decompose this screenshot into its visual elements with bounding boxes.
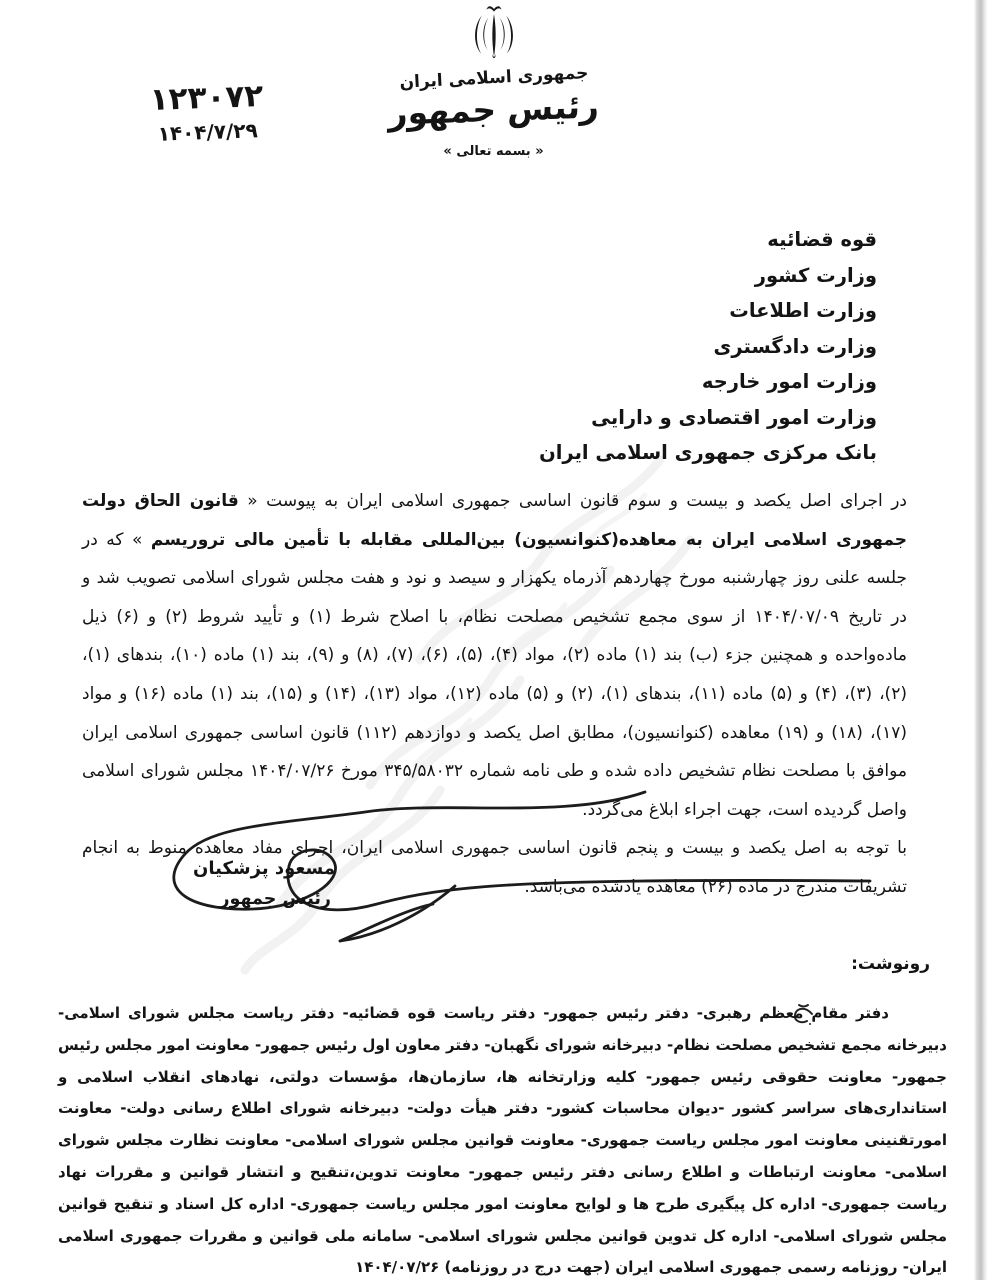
letterhead-country-title: جمهوری اسلامی ایران [398, 63, 589, 93]
national-emblem-icon [461, 4, 527, 62]
bismillah-text: « بسمه تعالی » [443, 144, 544, 159]
letter-body [82, 482, 907, 907]
law-title-bold: قانون الحاق دولت جمهوری اسلامی ایران به معاهده(کنوانسیون) بین‌المللی مقابله با تأمین مالی تروریسم [82, 491, 907, 550]
letterhead [354, 4, 634, 159]
body-paragraph-1 [82, 482, 907, 829]
registration-date: ۱۴۰۴/۷/۲۹ [157, 118, 259, 146]
signer-title: رئیس جمهور [219, 889, 331, 909]
body-text-pre: در اجرای اصل یکصد و بیست و سوم قانون اساسی جمهوری اسلامی ایران به پیوست « [238, 491, 907, 511]
recipient-list [539, 222, 877, 471]
letterhead-office-title: رئیس جمهور [387, 86, 600, 133]
registration-number: ۱۲۳۰۷۲ [149, 78, 264, 118]
recipient-item: بانک مرکزی جمهوری اسلامی ایران [539, 441, 877, 464]
cc-text: دفتر مقام معظم رهبری- دفتر رئیس جمهور- دفتر ریاست قوه قضائیه- دفتر ریاست مجلس شورای اسلامی- دبیرخانه مجمع تشخیص مصلحت نظام- دبیرخانه شورای نگهبان- دفتر معاون اول رئیس جمهور- معاونت امور مجلس رئیس جمهور- معاونت حقوقی رئیس جمهور- کلیه وزارتخانه ها، سازمان‌ها، مؤسسات دولتی، نهادهای انقلاب اسلامی و استانداری‌های سراسر کشور -دیوان محاسبات کشور- دفتر هیأت دولت- دبیرخانه شورای اطلاع رسانی دولت- معاونت امورتقنینی معاونت امور مجلس ریاست جمهوری- معاونت قوانین مجلس شورای اسلامی- معاونت نظارت مجلس شورای اسلامی- معاونت ارتباطات و اطلاع رسانی دفتر رئیس جمهور- معاونت تدوین،تنقیح و انتشار قوانین و مقررات نهاد ریاست جمهوری- اداره کل پیگیری طرح ها و لوایح معاونت امور مجلس ریاست جمهوری- اداره کل اسناد و تنقیح قوانین مجلس شورای اسلامی- اداره کل تدوین قوانین مجلس شورای اسلامی- سامانه ملی قوانین و مقررات جمهوری اسلامی ایران- روزنامه رسمی جمهوری اسلامی ایران (جهت درج در روزنامه) ۱۴۰۴/۰۷/۲۶ [58, 1004, 947, 1277]
recipient-item: وزارت اطلاعات [729, 299, 877, 322]
recipient-item: وزارت امور خارجه [701, 370, 877, 393]
recipient-item: قوه قضائیه [767, 228, 877, 251]
signature-block [180, 858, 335, 909]
cc-label: رونوشت: [851, 954, 930, 974]
signer-name: مسعود پزشکیان [192, 858, 335, 879]
cc-list [58, 998, 947, 1280]
recipient-item: وزارت کشور [754, 263, 877, 287]
registration-stamp [117, 77, 297, 147]
scan-edge-strip [974, 0, 987, 1280]
body-paragraph-2: با توجه به اصل یکصد و بیست و پنجم قانون اساسی جمهوری اسلامی ایران، اجرای مفاد معاهده منوط به انجام تشریفات مندرج در ماده (۲۶) معاهده یادشده می‌باشد. [82, 838, 907, 897]
body-text-post: » که در جلسه علنی روز چهارشنبه مورخ چهاردهم آذرماه یکهزار و سیصد و نود و هفت مجلس شورای اسلامی تصویب شد و در تاریخ ۱۴۰۴/۰۷/۰۹ از سوی مجمع تشخیص مصلحت نظام، با اصلاح شرط (۱) و تأیید شروط (۲) و (۶) ذیل ماده‌واحده و همچنین جزء (ب) بند (۱) ماده (۲)، مواد (۴)، (۵)، (۶)، (۷)، (۸) و (۹)، بند (۱) ماده (۱۰)، بندهای (۱)، (۲)، (۳)، (۴) و (۵) ماده (۱۱)، بندهای (۱)، (۲) و (۵) ماده (۱۲)، مواد (۱۳)، (۱۴) و (۱۵)، بند (۱) ماده (۱۶) و مواد (۱۷)، (۱۸) و (۱۹) معاهده (کنوانسیون)، مطابق اصل یکصد و دوازدهم (۱۱۲) قانون اساسی جمهوری اسلامی ایران موافق با مصلحت نظام تشخیص داده شده و طی نامه شماره ۳۴۵/۵۸۰۳۲ مورخ ۱۴۰۴/۰۷/۲۶ مجلس شورای اسلامی واصل گردیده است، جهت اجراء ابلاغ می‌گردد. [82, 529, 908, 820]
recipient-item: وزارت دادگستری [713, 334, 877, 358]
recipient-item: وزارت امور اقتصادی و دارایی [591, 405, 877, 429]
